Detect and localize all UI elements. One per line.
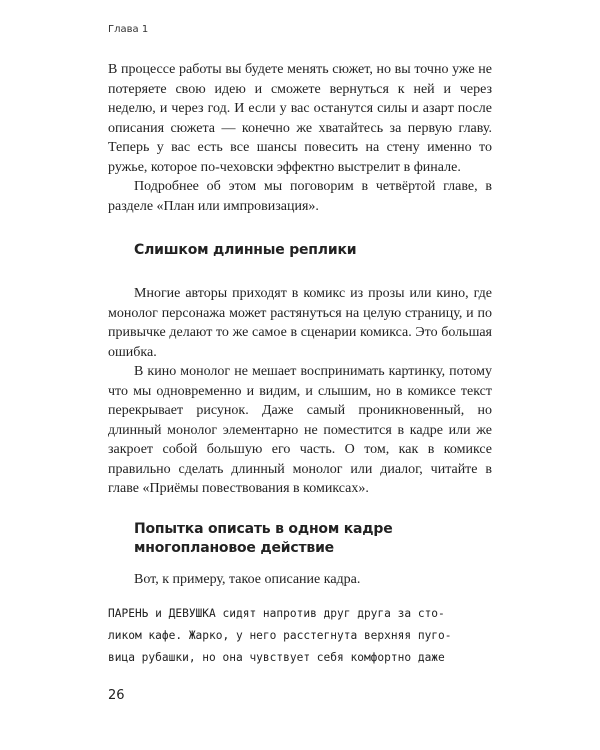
paragraph-example-intro: Вот, к примеру, такое описание кадра. <box>134 572 361 587</box>
script-example-excerpt: ПАРЕНЬ и ДЕВУШКА сидят напротив друг друга за сто- ликом кафе. Жарко, у него расстегнута верхняя пуго- вица рубашки, но она чувствует себя комфортно даже <box>108 607 452 664</box>
section-heading-multilayer-action: Попытка описать в одном кадре многоплановое действие <box>134 521 393 556</box>
paragraph-reference-chapter-four: Подробнее об этом мы поговорим в четвёртой главе, в разделе «План или импровизация». <box>108 179 492 214</box>
paragraph-cinema-vs-comics: В кино монолог не мешает воспринимать картинку, потому что мы одновременно и видим, и слышим, но в комиксе текст перекрывает рисунок. Даже самый проникновенный, но длинный монолог элементарно не поместится в кадре или же закроет собой большую его часть. О том, как в комиксе правильно сделать длинный монолог или диалог, читайте в главе «Приёмы повествования в комиксах». <box>108 364 492 496</box>
page-number: 26 <box>108 688 125 703</box>
paragraph-authors-monologue: Многие авторы приходят в комикс из прозы или кино, где монолог персонажа может растянуться на целую страницу, и по привычке делают то же самое в сценарии комикса. Это большая ошибка. <box>108 286 492 360</box>
running-head: Глава 1 <box>108 24 149 35</box>
section-heading-long-lines: Слишком длинные реплики <box>134 242 357 258</box>
paragraph-story-change: В процессе работы вы будете менять сюжет, но вы точно уже не потеряете свою идею и сможете вернуться к ней и через неделю, и через год. И если у вас останутся силы и азарт после описания сюжета — конечно же хватайтесь за первую главу. Теперь у вас есть все шансы повесить на стену именно то ружье, которое по-чеховски эффектно выстрелит в финале. <box>108 62 492 175</box>
